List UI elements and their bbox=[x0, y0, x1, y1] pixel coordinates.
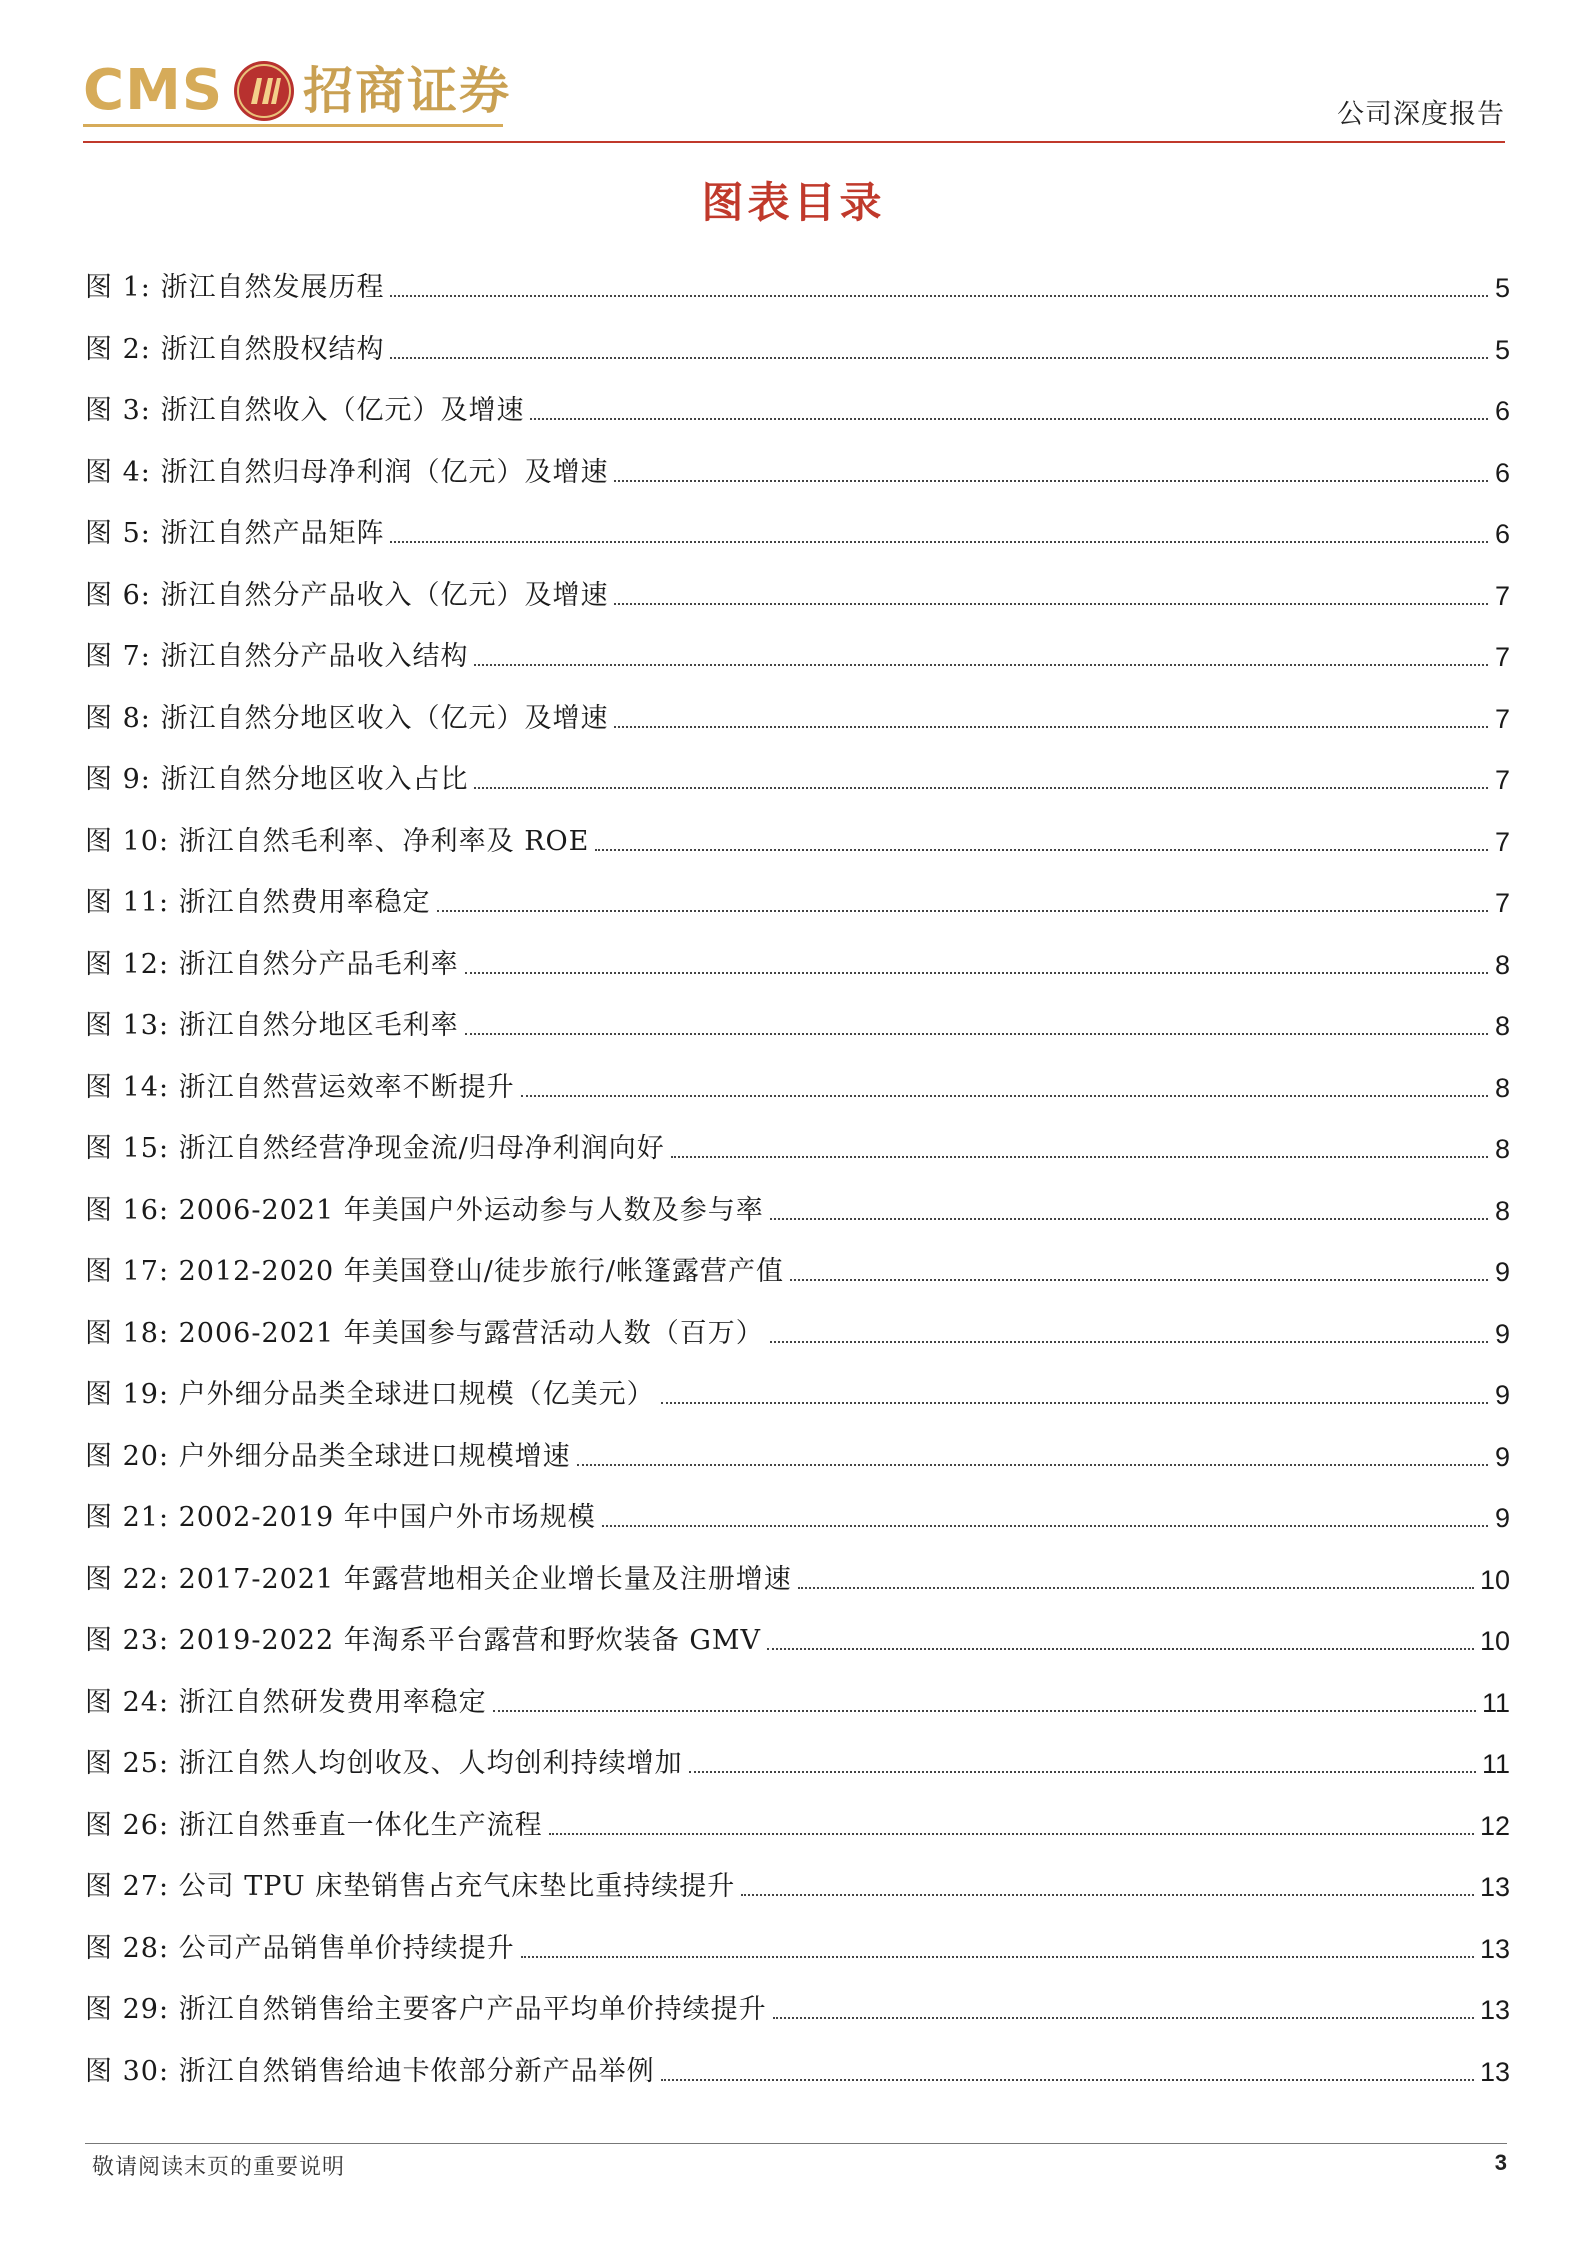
toc-entry-page: 8 bbox=[1494, 1072, 1510, 1103]
toc-entry-label: 图 16: 2006-2021 年美国户外运动参与人数及参与率 bbox=[85, 1194, 764, 1226]
toc-entry-page: 7 bbox=[1494, 703, 1510, 734]
toc-dot-leader bbox=[741, 1894, 1474, 1896]
toc-dot-leader bbox=[390, 541, 1488, 543]
toc-entry[interactable] bbox=[85, 760, 1510, 800]
toc-entry-label: 图 7: 浙江自然分产品收入结构 bbox=[85, 641, 469, 672]
toc-dot-leader bbox=[790, 1279, 1488, 1281]
toc-entry-label: 图 22: 2017-2021 年露营地相关企业增长量及注册增速 bbox=[85, 1563, 792, 1595]
toc-entry-label: 图 3: 浙江自然收入（亿元）及增速 bbox=[85, 395, 525, 426]
toc-entry[interactable] bbox=[85, 1437, 1510, 1477]
toc-entry-page: 6 bbox=[1494, 457, 1510, 488]
toc-entry-label: 图 12: 浙江自然分产品毛利率 bbox=[85, 948, 459, 980]
toc-dot-leader bbox=[798, 1587, 1474, 1589]
toc-dot-leader bbox=[390, 357, 1488, 359]
toc-entry[interactable] bbox=[85, 822, 1510, 862]
toc-entry-page: 8 bbox=[1494, 949, 1510, 980]
toc-entry-label: 图 5: 浙江自然产品矩阵 bbox=[85, 518, 385, 549]
toc-entry[interactable] bbox=[85, 453, 1510, 493]
toc-dot-leader bbox=[530, 418, 1488, 420]
toc-entry[interactable] bbox=[85, 699, 1510, 739]
toc-entry-label: 图 19: 户外细分品类全球进口规模（亿美元） bbox=[85, 1379, 655, 1410]
toc-entry-page: 8 bbox=[1494, 1195, 1510, 1226]
logo-underline bbox=[83, 124, 503, 127]
toc-entry-label: 图 13: 浙江自然分地区毛利率 bbox=[85, 1010, 459, 1041]
page-header bbox=[83, 55, 1505, 145]
report-type: 公司深度报告 bbox=[1337, 99, 1505, 130]
toc-entry-label: 图 6: 浙江自然分产品收入（亿元）及增速 bbox=[85, 579, 609, 611]
toc-entry-page: 10 bbox=[1479, 1626, 1510, 1656]
toc-entry-label: 图 28: 公司产品销售单价持续提升 bbox=[85, 1932, 515, 1964]
toc-entry[interactable] bbox=[85, 330, 1510, 370]
toc-entry-label: 图 23: 2019-2022 年淘系平台露营和野炊装备 GMV bbox=[85, 1625, 762, 1656]
toc-entry-page: 6 bbox=[1494, 396, 1510, 426]
toc-dot-leader bbox=[521, 1956, 1474, 1958]
toc-dot-leader bbox=[661, 2079, 1474, 2081]
toc-entry[interactable] bbox=[85, 1867, 1510, 1907]
toc-entry-page: 8 bbox=[1494, 1134, 1510, 1164]
toc-dot-leader bbox=[465, 972, 1488, 974]
toc-entry[interactable] bbox=[85, 1068, 1510, 1108]
toc-entry[interactable] bbox=[85, 2052, 1510, 2092]
toc-dot-leader bbox=[602, 1525, 1488, 1527]
toc-entry-label: 图 26: 浙江自然垂直一体化生产流程 bbox=[85, 1809, 543, 1841]
toc-dot-leader bbox=[549, 1833, 1474, 1835]
toc-entry-label: 图 18: 2006-2021 年美国参与露营活动人数（百万） bbox=[85, 1317, 764, 1349]
toc-dot-leader bbox=[474, 787, 1488, 789]
cms-emblem-icon bbox=[233, 60, 295, 122]
toc-entry-page: 9 bbox=[1494, 1441, 1510, 1472]
toc-entry-label: 图 11: 浙江自然费用率稳定 bbox=[85, 887, 431, 918]
toc-entry-page: 7 bbox=[1494, 580, 1510, 611]
toc-entry-label: 图 25: 浙江自然人均创收及、人均创利持续增加 bbox=[85, 1748, 683, 1779]
toc-entry-label: 图 8: 浙江自然分地区收入（亿元）及增速 bbox=[85, 702, 609, 734]
toc-dot-leader bbox=[773, 2017, 1474, 2019]
toc-entry[interactable] bbox=[85, 1006, 1510, 1046]
toc-entry-page: 9 bbox=[1494, 1380, 1510, 1410]
toc-dot-leader bbox=[614, 603, 1488, 605]
page-title: 图表目录 bbox=[701, 178, 886, 227]
toc-entry-label: 图 14: 浙江自然营运效率不断提升 bbox=[85, 1071, 515, 1103]
toc-entry-label: 图 9: 浙江自然分地区收入占比 bbox=[85, 764, 469, 795]
toc-entry[interactable] bbox=[85, 391, 1510, 431]
toc-dot-leader bbox=[577, 1464, 1488, 1466]
toc-entry[interactable] bbox=[85, 1683, 1510, 1723]
toc-entry-page: 6 bbox=[1494, 519, 1510, 549]
toc-entry[interactable] bbox=[85, 268, 1510, 308]
toc-entry-page: 13 bbox=[1479, 2056, 1510, 2087]
toc-entry[interactable] bbox=[85, 637, 1510, 677]
toc-entry[interactable] bbox=[85, 1191, 1510, 1231]
toc-entry-label: 图 24: 浙江自然研发费用率稳定 bbox=[85, 1686, 487, 1718]
toc-dot-leader bbox=[437, 910, 1488, 912]
toc-entry-page: 13 bbox=[1479, 1933, 1510, 1964]
toc-entry[interactable] bbox=[85, 945, 1510, 985]
toc-entry-label: 图 17: 2012-2020 年美国登山/徒步旅行/帐篷露营产值 bbox=[85, 1256, 784, 1287]
toc-entry[interactable] bbox=[85, 1990, 1510, 2030]
toc-entry-label: 图 21: 2002-2019 年中国户外市场规模 bbox=[85, 1502, 596, 1533]
toc-entry[interactable] bbox=[85, 514, 1510, 554]
toc-entry-page: 9 bbox=[1494, 1257, 1510, 1287]
cms-logo bbox=[83, 55, 511, 127]
toc-dot-leader bbox=[661, 1402, 1488, 1404]
toc-dot-leader bbox=[474, 664, 1488, 666]
toc-dot-leader bbox=[767, 1648, 1474, 1650]
toc-dot-leader bbox=[595, 849, 1488, 851]
toc-entry-page: 5 bbox=[1494, 273, 1510, 303]
toc-entry-label: 图 27: 公司 TPU 床垫销售占充气床垫比重持续提升 bbox=[85, 1871, 736, 1902]
toc-dot-leader bbox=[770, 1341, 1488, 1343]
toc-dot-leader bbox=[614, 480, 1488, 482]
toc-dot-leader bbox=[671, 1156, 1488, 1158]
toc-entry[interactable] bbox=[85, 1375, 1510, 1415]
toc-entry[interactable] bbox=[85, 1929, 1510, 1969]
header-divider bbox=[83, 141, 1505, 143]
toc-entry-page: 8 bbox=[1494, 1011, 1510, 1041]
toc-entry-page: 5 bbox=[1494, 334, 1510, 365]
toc-entry-page: 9 bbox=[1494, 1318, 1510, 1349]
toc-entry-page: 11 bbox=[1481, 1749, 1510, 1779]
toc-dot-leader bbox=[493, 1710, 1476, 1712]
toc-entry[interactable] bbox=[85, 1744, 1510, 1784]
toc-entry-label: 图 20: 户外细分品类全球进口规模增速 bbox=[85, 1440, 571, 1472]
toc-entry[interactable] bbox=[85, 1498, 1510, 1538]
toc-entry[interactable] bbox=[85, 1252, 1510, 1292]
toc-entry-page: 13 bbox=[1479, 1995, 1510, 2025]
logo-chinese-name: 招商证券 bbox=[303, 62, 512, 120]
toc-dot-leader bbox=[689, 1771, 1476, 1773]
toc-entry-page: 12 bbox=[1479, 1810, 1510, 1841]
logo-text: CMS bbox=[83, 58, 224, 123]
toc-dot-leader bbox=[770, 1218, 1488, 1220]
toc-dot-leader bbox=[614, 726, 1488, 728]
toc-entry[interactable] bbox=[85, 883, 1510, 923]
toc-entry[interactable] bbox=[85, 1806, 1510, 1846]
page-number: 3 bbox=[1494, 2150, 1507, 2175]
toc-entry-page: 11 bbox=[1481, 1687, 1510, 1718]
toc-entry[interactable] bbox=[85, 1129, 1510, 1169]
toc-entry-label: 图 1: 浙江自然发展历程 bbox=[85, 272, 385, 303]
toc-entry-page: 7 bbox=[1494, 826, 1510, 857]
footer-divider bbox=[85, 2143, 1507, 2144]
toc-entry[interactable] bbox=[85, 1621, 1510, 1661]
toc-entry[interactable] bbox=[85, 1560, 1510, 1600]
toc-entry-page: 9 bbox=[1494, 1503, 1510, 1533]
toc-entry-label: 图 15: 浙江自然经营净现金流/归母净利润向好 bbox=[85, 1133, 665, 1164]
toc-entry-label: 图 10: 浙江自然毛利率、净利率及 ROE bbox=[85, 825, 590, 857]
footer-disclaimer-note: 敬请阅读末页的重要说明 bbox=[92, 2155, 346, 2180]
toc-entry-page: 10 bbox=[1479, 1564, 1510, 1595]
toc-entry-label: 图 2: 浙江自然股权结构 bbox=[85, 333, 385, 365]
toc-dot-leader bbox=[521, 1095, 1488, 1097]
toc-entry-page: 7 bbox=[1494, 888, 1510, 918]
toc-entry-page: 7 bbox=[1494, 765, 1510, 795]
toc-entry[interactable] bbox=[85, 1314, 1510, 1354]
toc-entry-page: 13 bbox=[1479, 1872, 1510, 1902]
toc-entry[interactable] bbox=[85, 576, 1510, 616]
toc-dot-leader bbox=[390, 295, 1488, 297]
toc-entry-label: 图 4: 浙江自然归母净利润（亿元）及增速 bbox=[85, 456, 609, 488]
toc-dot-leader bbox=[465, 1033, 1488, 1035]
toc-entry-label: 图 29: 浙江自然销售给主要客户产品平均单价持续提升 bbox=[85, 1994, 767, 2025]
toc-entry-label: 图 30: 浙江自然销售给迪卡侬部分新产品举例 bbox=[85, 2055, 655, 2087]
toc-entry-page: 7 bbox=[1494, 642, 1510, 672]
